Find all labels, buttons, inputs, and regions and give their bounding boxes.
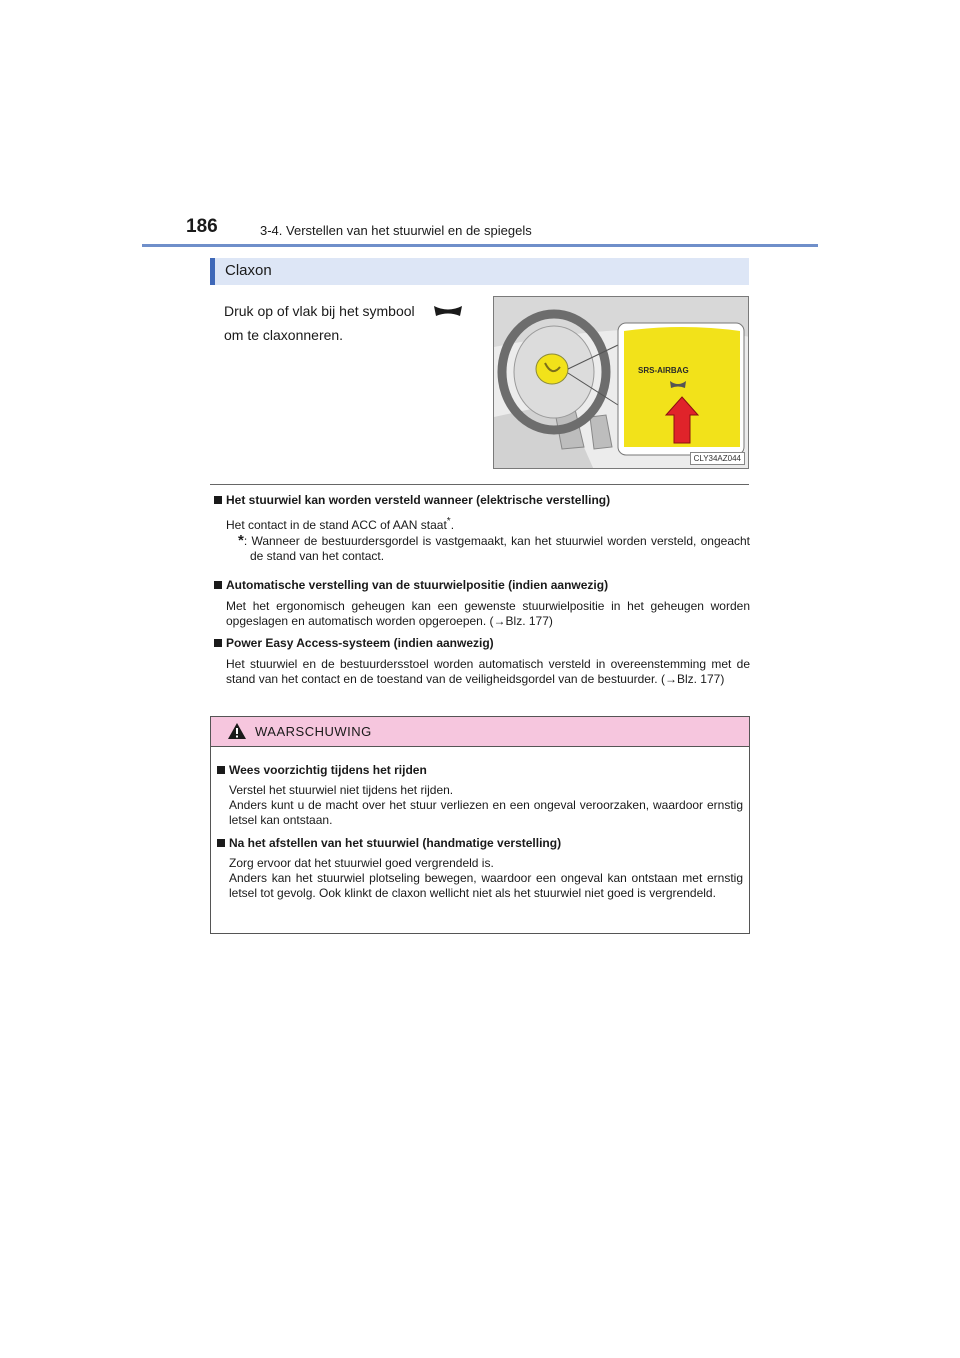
bullet-square-icon (214, 639, 222, 647)
footnote (214, 533, 750, 564)
note-electric-adjustment: Het stuurwiel kan worden versteld wanneer (elektrische verstelling) Het contact in de stand ACC of AAN staat*. *: Wanneer de bestuurdersgordel is vastgemaakt, kan het stuurwiel worden versteld, ongeacht de stand van het contact. (214, 493, 750, 564)
warning-item-line1: Verstel het stuurwiel niet tijdens het rijden. (229, 783, 454, 797)
claxon-heading (210, 258, 749, 285)
warning-item-title: Na het afstellen van het stuurwiel (handmatige verstelling) (229, 836, 562, 850)
horn-icon (432, 303, 464, 319)
warning-item-after-adjustment (217, 836, 743, 901)
warning-box (210, 716, 750, 934)
bullet-square-icon (217, 839, 225, 847)
bullet-square-icon (214, 496, 222, 504)
warning-item-title: Wees voorzichtig tijdens het rijden (229, 763, 427, 777)
warning-triangle-icon (227, 722, 247, 740)
footnote-marker: * (446, 516, 451, 527)
note-body: Het stuurwiel en de bestuurdersstoel worden automatisch versteld in overeenstemming met de stand van het contact en de toestand van de veiligheidsgordel van de bestuurder. (→Blz. 177) (226, 657, 750, 686)
note-automatic-adjustment (214, 578, 750, 629)
warning-item-line1: Zorg ervoor dat het stuurwiel goed vergrendeld is. (229, 856, 494, 870)
bullet-square-icon (217, 766, 225, 774)
warning-header (211, 717, 749, 747)
header-divider (142, 244, 818, 247)
warning-item-line2: Anders kan het stuurwiel plotseling bewegen, waardoor een ongeval kan ontstaan met ernstig letsel tot gevolg. Ook klinkt de claxon wellicht niet als het stuurwiel niet goed is vergrendeld. (229, 871, 743, 900)
steering-wheel-drawing (494, 297, 749, 469)
section-divider (210, 484, 749, 485)
claxon-heading-text: Claxon (225, 262, 272, 279)
page-number: 186 (186, 216, 218, 237)
section-title: 3-4. Verstellen van het stuurwiel en de spiegels (260, 223, 532, 238)
note-body: Het contact in de stand ACC of AAN staat (226, 518, 447, 532)
warning-item-driving (217, 763, 743, 828)
footnote-text: : Wanneer de bestuurdersgordel is vastgemaakt, kan het stuurwiel worden versteld, ongeacht de stand van het contact. (243, 534, 750, 563)
figure-code: CLY34AZ044 (690, 452, 745, 465)
claxon-instruction-line1: Druk op of vlak bij het symbool (224, 303, 415, 319)
note-title: Het stuurwiel kan worden versteld wanneer (elektrische verstelling) (226, 493, 611, 507)
warning-title: WAARSCHUWING (255, 724, 372, 739)
note-power-easy-access (214, 636, 750, 687)
warning-item-line2: Anders kunt u de macht over het stuur verliezen en een ongeval veroorzaken, waardoor ernstig letsel kan ontstaan. (229, 798, 743, 827)
note-body: Met het ergonomisch geheugen kan een gewenste stuurwielpositie in het geheugen worden opgeslagen en automatisch worden opgeroepen. (→Blz. 177) (226, 599, 750, 628)
page-header (186, 214, 818, 248)
steering-wheel-illustration (493, 296, 749, 469)
claxon-instruction-line2: om te claxonneren. (224, 327, 344, 343)
note-title: Automatische verstelling van de stuurwielpositie (indien aanwezig) (226, 578, 609, 592)
footnote-star: * (238, 532, 244, 549)
airbag-label: SRS-AIRBAG (638, 366, 689, 375)
bullet-square-icon (214, 581, 222, 589)
note-title: Power Easy Access-systeem (indien aanwezig) (226, 636, 494, 650)
